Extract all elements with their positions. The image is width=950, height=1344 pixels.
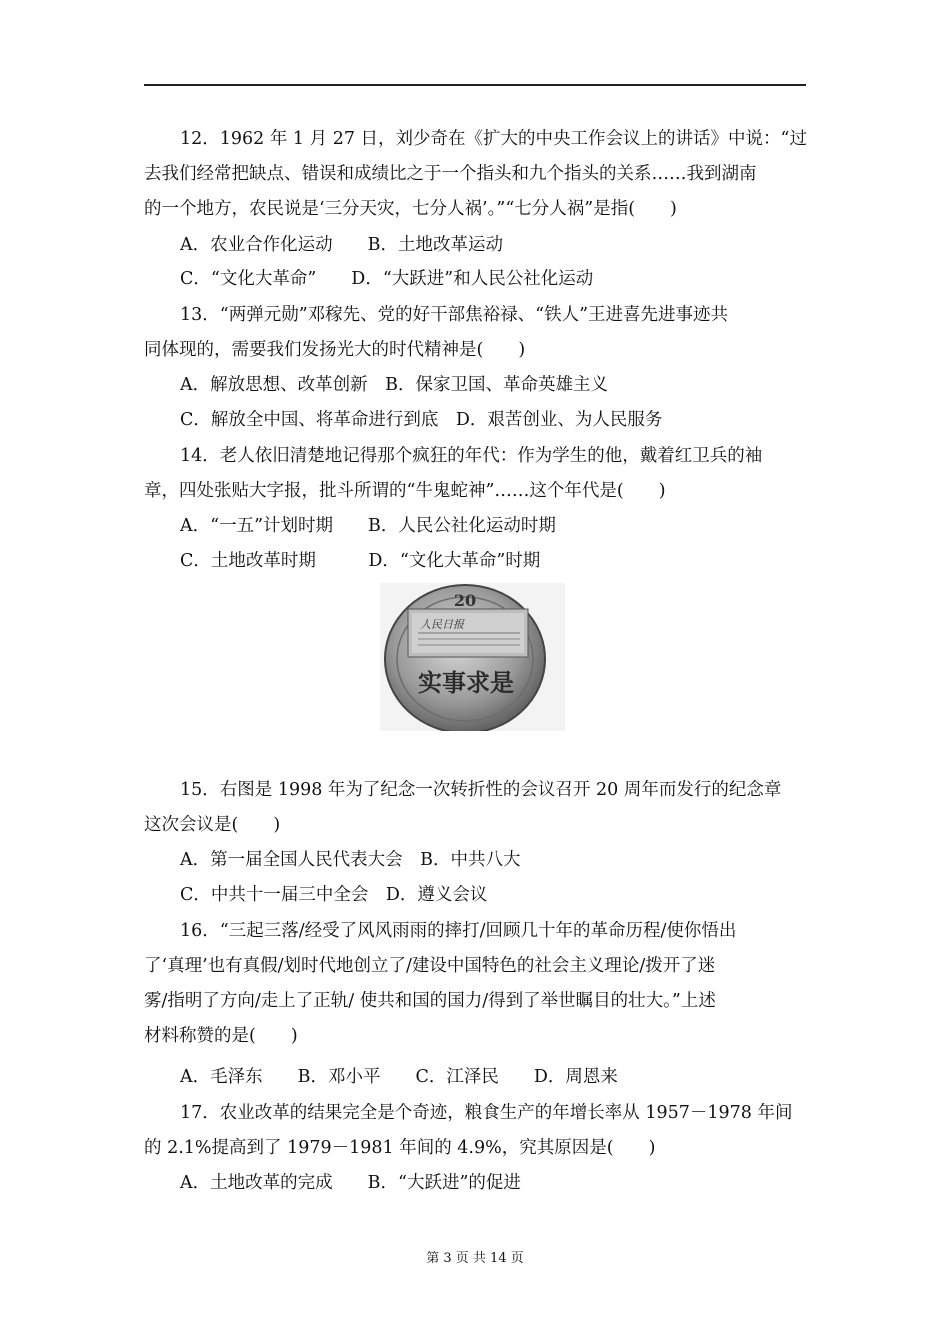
q14-option-row-1: A．“一五”计划时期 B．人民公社化运动时期 — [180, 516, 556, 536]
q12-stem-line-2: 去我们经常把缺点、错误和成绩比之于一个指头和九个指头的关系……我到湖南 — [144, 164, 757, 184]
medal-number: 20 — [453, 591, 477, 610]
medal-inscription: 实事求是 — [418, 668, 514, 697]
q16-stem-line-1: 16．“三起三落/经受了风风雨雨的摔打/回顾几十年的革命历程/使你悟出 — [180, 921, 737, 941]
q15-stem-line-1: 15．右图是 1998 年为了纪念一次转折性的会议召开 20 周年而发行的纪念章 — [180, 780, 782, 800]
q15-stem-line-2: 这次会议是( ) — [144, 815, 281, 835]
q13-stem-line-1: 13．“两弹元勋”邓稼先、党的好干部焦裕禄、“铁人”王进喜先进事迹共 — [180, 305, 729, 325]
q16-option-row-1: A．毛泽东 B．邓小平 C．江泽民 D．周恩来 — [180, 1067, 618, 1087]
q12-option-row-1: A．农业合作化运动 B．土地改革运动 — [180, 235, 503, 255]
q13-option-row-1: A．解放思想、改革创新 B．保家卫国、革命英雄主义 — [180, 375, 608, 395]
q12-stem-line-1: 12．1962 年 1 月 27 日，刘少奇在《扩大的中央工作会议上的讲话》中说：“过 — [180, 129, 807, 149]
q17-stem-line-1: 17．农业改革的结果完全是个奇迹，粮食生产的年增长率从 1957－1978 年间 — [180, 1103, 793, 1123]
q15-option-row-2: C．中共十一届三中全会 D．遵义会议 — [180, 885, 488, 905]
q13-stem-line-2: 同体现的，需要我们发扬光大的时代精神是( ) — [144, 340, 526, 360]
q16-stem-line-3: 雾/指明了方向/走上了正轨/ 使共和国的国力/得到了举世瞩目的壮大。”上述 — [144, 991, 716, 1011]
q13-option-row-2: C．解放全中国、将革命进行到底 D．艰苦创业、为人民服务 — [180, 410, 663, 430]
q14-stem-line-1: 14．老人依旧清楚地记得那个疯狂的年代：作为学生的他，戴着红卫兵的袖 — [180, 446, 763, 466]
page-footer: 第 3 页 共 14 页 — [426, 1251, 524, 1266]
q15-option-row-1: A．第一届全国人民代表大会 B．中共八大 — [180, 850, 521, 870]
q12-option-row-2: C．“文化大革命” D．“大跃进”和人民公社化运动 — [180, 269, 594, 289]
q14-stem-line-2: 章，四处张贴大字报，批斗所谓的“牛鬼蛇神”……这个年代是( ) — [144, 481, 666, 501]
q14-option-row-2: C．土地改革时期 D．“文化大革命”时期 — [180, 551, 541, 571]
q12-stem-line-3: 的一个地方，农民说是‘三分天灾，七分人祸’。”“七分人祸”是指( ) — [144, 199, 677, 219]
q16-stem-line-4: 材料称赞的是( ) — [144, 1026, 298, 1046]
commemorative-medal-image — [380, 583, 565, 731]
q17-option-row-1: A．土地改革的完成 B．“大跃进”的促进 — [180, 1173, 521, 1193]
medal-newspaper-title: 人民日报 — [420, 618, 464, 631]
q17-stem-line-2: 的 2.1%提高到了 1979－1981 年间的 4.9%，究其原因是( ) — [144, 1138, 656, 1158]
q16-stem-line-2: 了‘真理’也有真假/划时代地创立了/建设中国特色的社会主义理论/拨开了迷 — [144, 956, 716, 976]
header-rule — [144, 84, 806, 86]
